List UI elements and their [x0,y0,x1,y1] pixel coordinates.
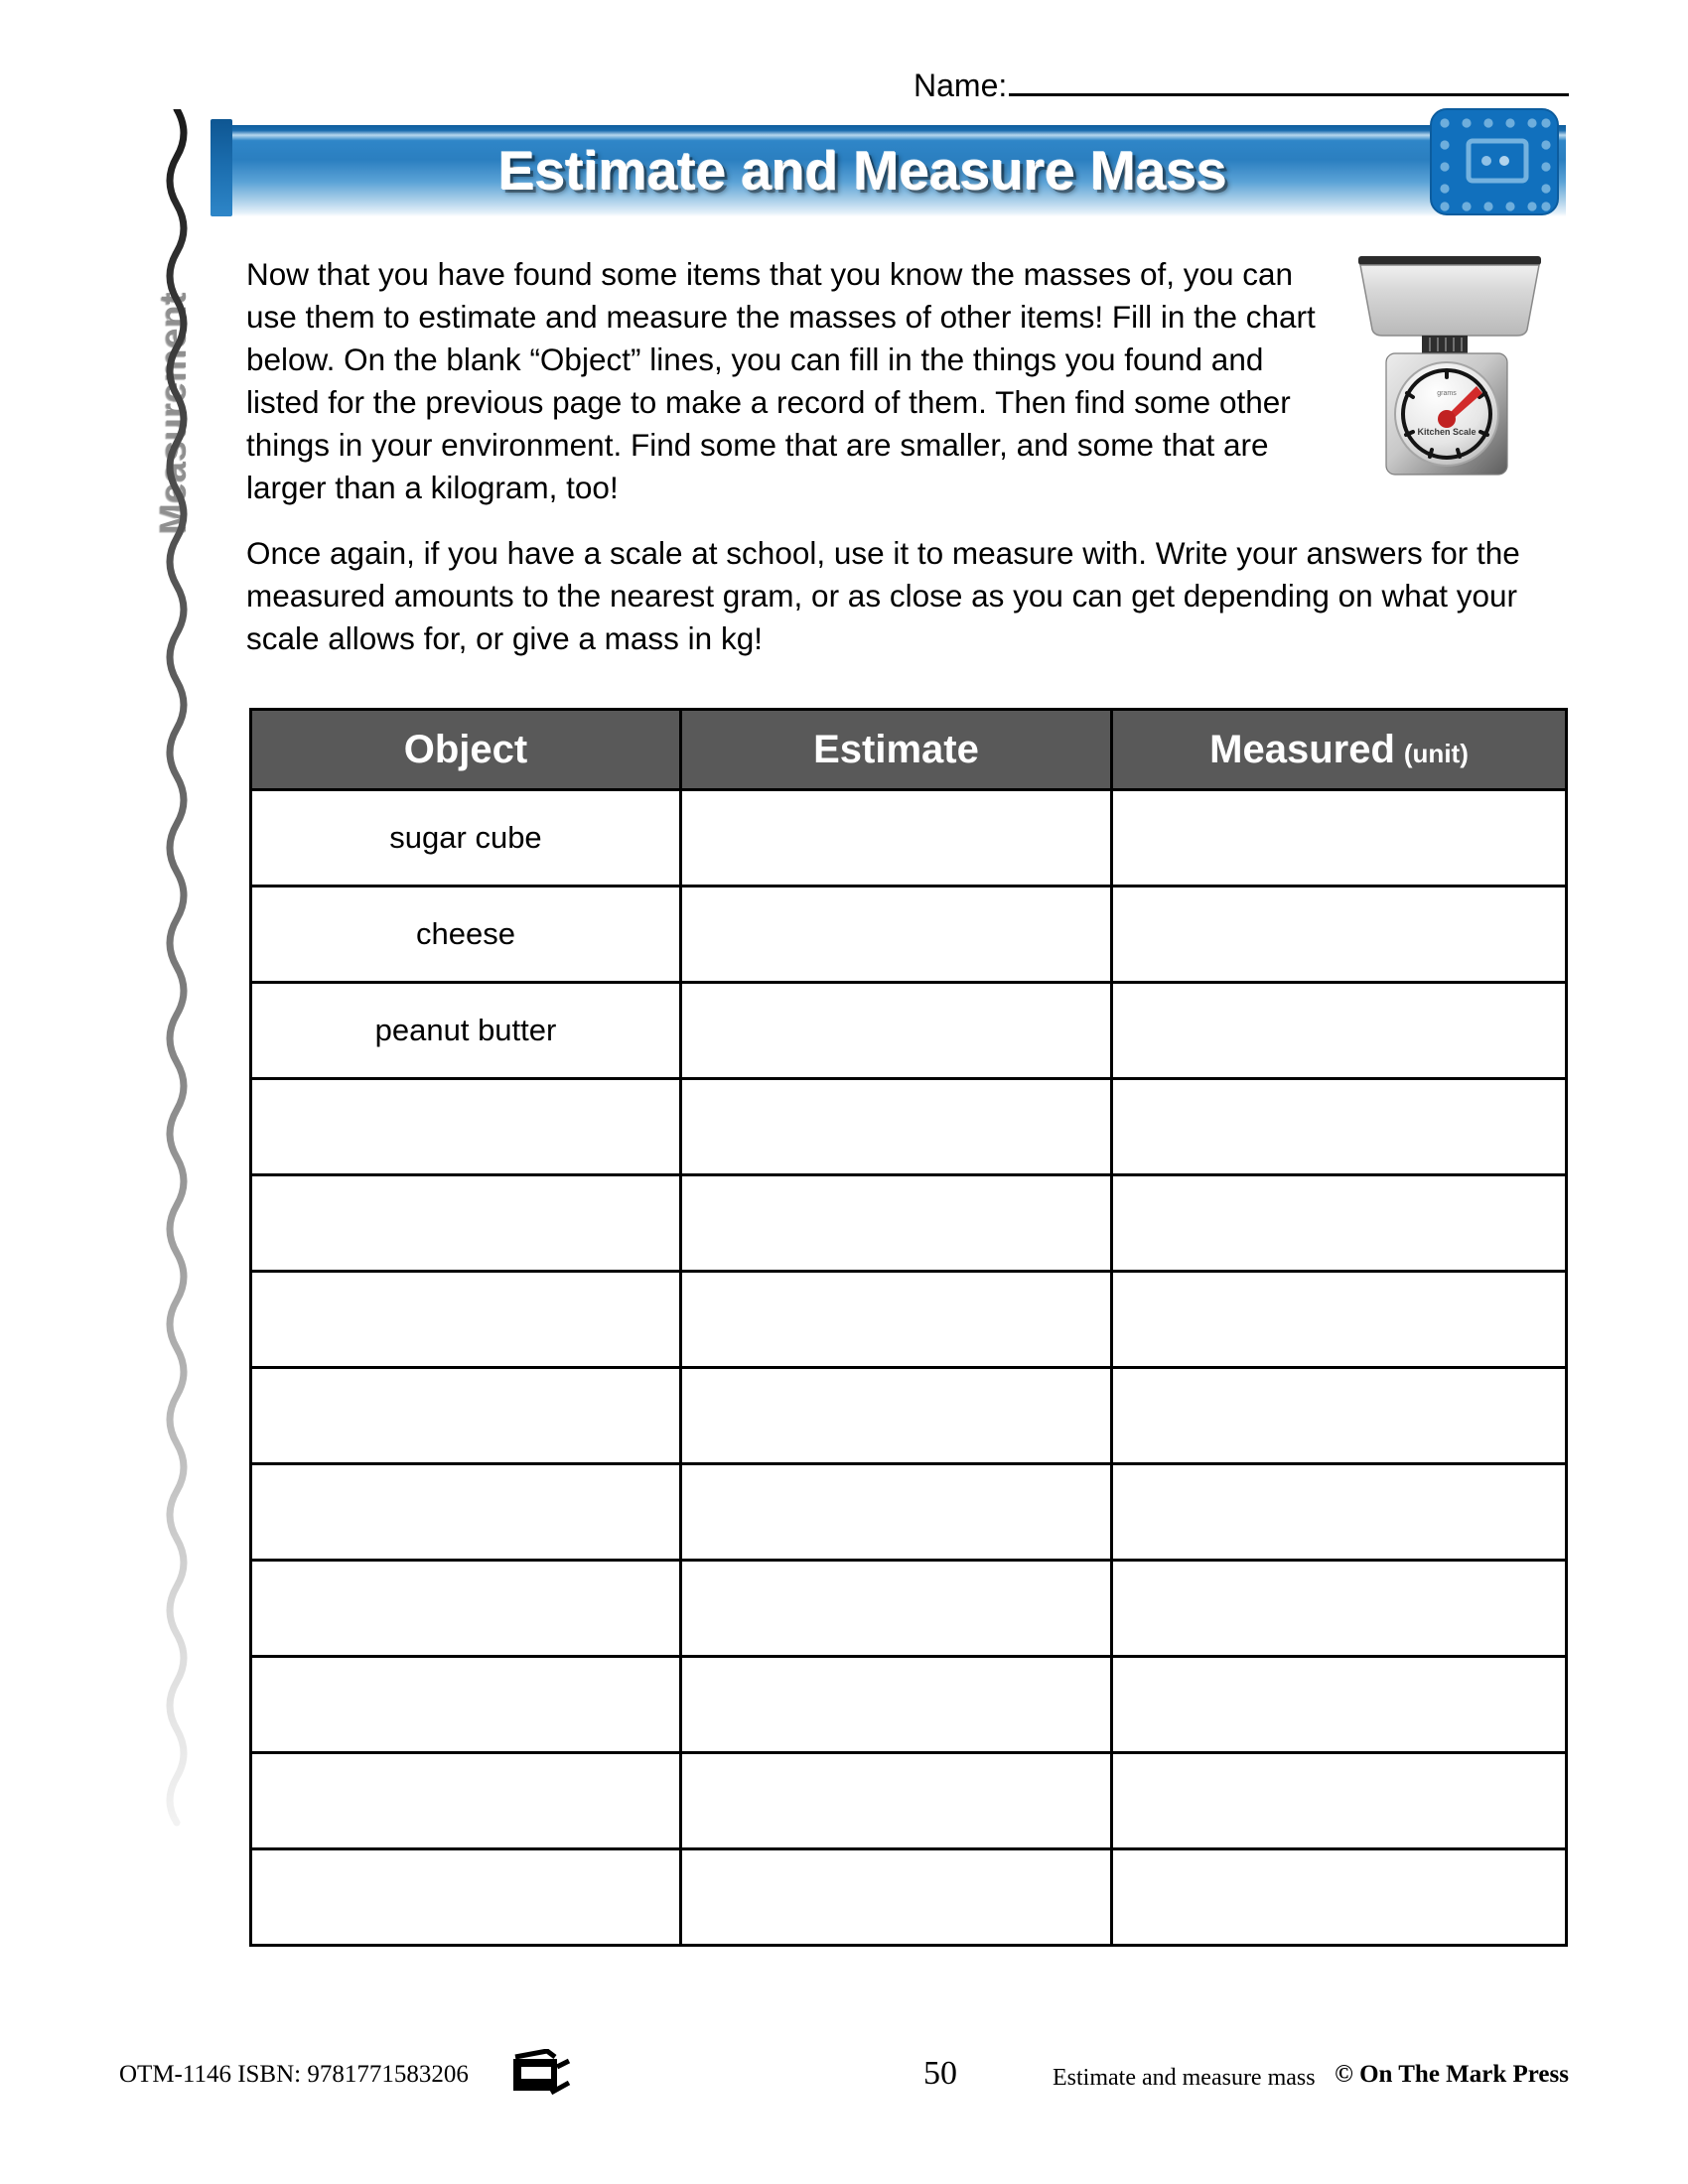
table-row [251,1272,1567,1368]
column-header-estimate-label: Estimate [813,727,979,771]
table-row [251,1175,1567,1272]
page-title: Estimate and Measure Mass [498,140,1227,202]
wavy-line-icon [157,109,197,1966]
cell-measured[interactable] [1112,1753,1567,1849]
cell-object[interactable] [251,1561,681,1657]
cell-estimate[interactable] [681,790,1112,887]
cell-estimate[interactable] [681,1657,1112,1753]
column-header-measured-label: Measured [1209,727,1395,771]
name-field-row [914,68,1569,104]
cell-object[interactable] [251,1464,681,1561]
scale-dial-label: Kitchen Scale [1417,427,1477,437]
cell-object[interactable] [251,1079,681,1175]
table-row [251,1079,1567,1175]
table-row [251,1464,1567,1561]
cell-object[interactable]: sugar cube [251,790,681,887]
kitchen-scale-icon [1342,246,1556,494]
cell-measured[interactable] [1112,1368,1567,1464]
title-banner [211,119,1566,216]
column-header-object [251,710,681,790]
table-row [251,1753,1567,1849]
sidebar [119,109,228,1995]
table-row [251,887,1567,983]
table-row [251,790,1567,887]
table-row [251,1368,1567,1464]
cell-object[interactable]: cheese [251,887,681,983]
cell-object[interactable] [251,1175,681,1272]
cell-estimate[interactable] [681,1464,1112,1561]
cell-measured[interactable] [1112,1561,1567,1657]
cell-estimate[interactable] [681,1368,1112,1464]
table-row [251,1657,1567,1753]
footer-publisher: © On The Mark Press [1335,2061,1569,2088]
name-label: Name: [914,68,1008,103]
cell-object[interactable] [251,1272,681,1368]
column-header-object-label: Object [403,727,528,771]
column-header-estimate [681,710,1112,790]
cell-measured[interactable] [1112,1079,1567,1175]
table-row [251,1561,1567,1657]
cell-estimate[interactable] [681,887,1112,983]
cell-measured[interactable] [1112,887,1567,983]
sidebar-subject-label: Measurement [153,291,194,535]
footer-isbn: OTM-1146 ISBN: 9781771583206 [119,2061,469,2088]
instruction-paragraph-2: Once again, if you have a scale at school, use it to measure with. Write your answers for the measured amounts to the nearest gram, or as close as you can get depending on what your scale allows for, or give a mass in kg! [246,535,1520,656]
cell-measured[interactable] [1112,790,1567,887]
estimate-measure-table [249,708,1568,1947]
cell-measured[interactable] [1112,983,1567,1079]
cell-object[interactable] [251,1368,681,1464]
instruction-paragraph-1: Now that you have found some items that you know the masses of, you can use them to estimate and measure the masses of other items! Fill in the chart below. On the blank “Object” lines, you can fill in the things you found and listed for the previous page to make a record of them. Then find some other things in your environment. Find some that are smaller, and some that are larger than a kilogram, too! [246,256,1316,505]
table-row [251,983,1567,1079]
cell-estimate[interactable] [681,1175,1112,1272]
name-write-in-line[interactable] [1009,68,1569,96]
cell-estimate[interactable] [681,1753,1112,1849]
cell-estimate[interactable] [681,1561,1112,1657]
footer-subject: Estimate and measure mass [1053,2065,1316,2091]
cell-measured[interactable] [1112,1175,1567,1272]
cell-object[interactable] [251,1657,681,1753]
cell-measured[interactable] [1112,1272,1567,1368]
cell-estimate[interactable] [681,1079,1112,1175]
column-header-measured-unit: (unit) [1403,738,1469,768]
cell-measured[interactable] [1112,1849,1567,1946]
cell-estimate[interactable] [681,1272,1112,1368]
footer-page-number: 50 [923,2055,957,2092]
dotted-square-badge-icon [1425,105,1564,216]
cell-estimate[interactable] [681,983,1112,1079]
cell-measured[interactable] [1112,1464,1567,1561]
cell-estimate[interactable] [681,1849,1112,1946]
page-footer [119,2053,1569,2101]
cell-object[interactable]: peanut butter [251,983,681,1079]
table-row [251,1849,1567,1946]
banner-left-accent-bar [211,119,232,216]
on-the-mark-press-logo-icon [501,2049,573,2107]
svg-text:grams: grams [1437,390,1457,397]
cell-measured[interactable] [1112,1657,1567,1753]
column-header-measured [1112,710,1567,790]
cell-object[interactable] [251,1753,681,1849]
table-header-row [251,710,1567,790]
cell-object[interactable] [251,1849,681,1946]
